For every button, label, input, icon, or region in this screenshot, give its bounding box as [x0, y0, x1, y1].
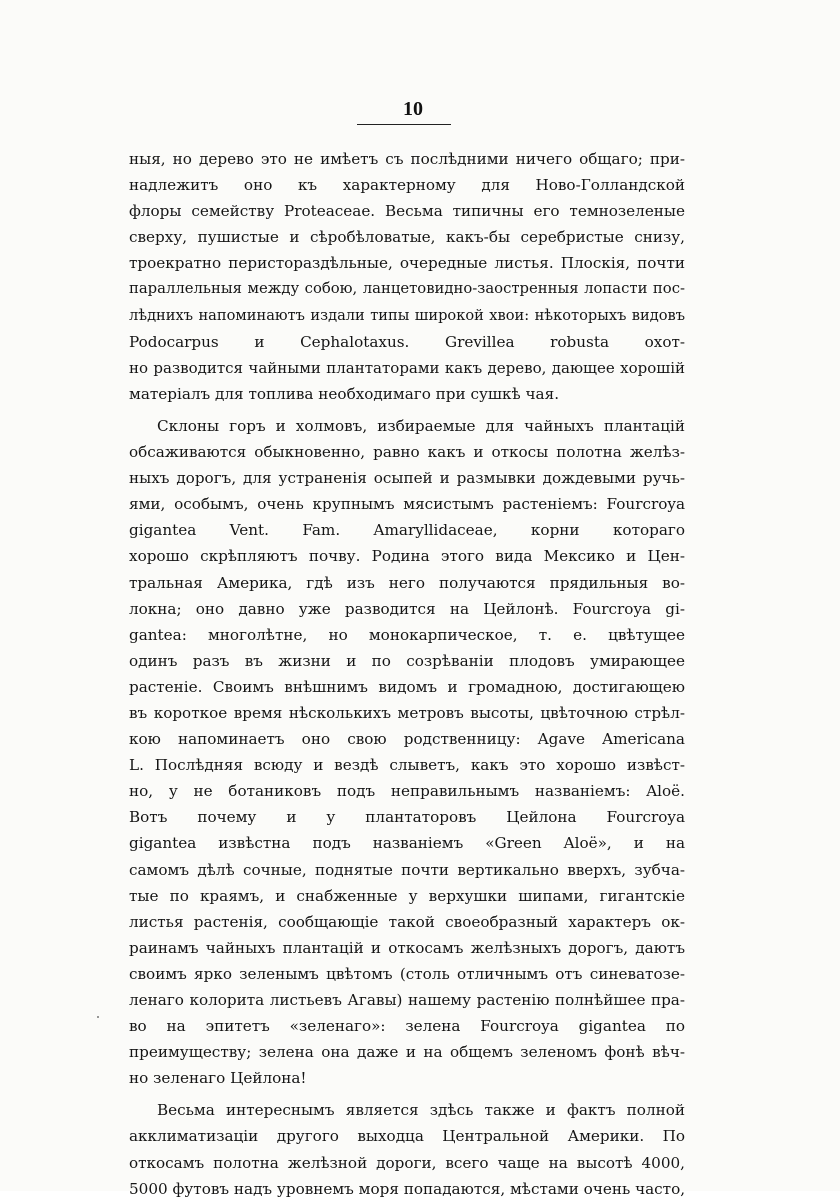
text-line: тральная Америка, гдѣ изъ него получаются прядильныя во- [129, 573, 685, 592]
text-line: надлежитъ оно къ характерному для Ново-Голландской [129, 176, 685, 195]
text-line: акклиматизаціи другого выходца Центральной Америки. По [129, 1127, 685, 1146]
text-line: своимъ ярко зеленымъ цвѣтомъ (столь отличнымъ отъ синеватозе- [129, 964, 685, 983]
text-line: сверху, пушистые и сѣробѣловатые, какъ-бы серебристые снизу, [129, 228, 685, 247]
text-line: троекратно перистораздѣльные, очередные листья. Плоскія, почти [129, 254, 685, 273]
page-number: 10 [403, 98, 423, 120]
text-line: но зеленаго Цейлона! [129, 1069, 307, 1088]
text-line: gigantea Vent. Fam. Amaryllidaceae, корни котораго [129, 521, 685, 540]
text-line: листья растенія, сообщающіе такой своеобразный характеръ ок- [129, 912, 685, 931]
text-line: лѣднихъ напоминаютъ издали типы широкой хвои: нѣкоторыхъ видовъ [129, 306, 685, 324]
text-line: но разводится чайными плантаторами какъ дерево, дающее хорошій [129, 358, 685, 377]
text-line: но, у не ботаниковъ подъ неправильнымъ названіемъ: Aloë. [129, 782, 685, 801]
text-line: Весьма интереснымъ является здѣсь также и фактъ полной [157, 1101, 685, 1120]
text-line: хорошо скрѣпляютъ почву. Родина этого вида Мексико и Цен- [129, 547, 685, 566]
paragraph-3 [129, 1097, 685, 1201]
body-text [129, 146, 685, 1202]
text-line: L. Послѣдняя всюду и вездѣ слыветъ, какъ это хорошо извѣст- [129, 756, 685, 775]
stray-ink-mark [97, 1016, 99, 1018]
text-line: преимуществу; зелена она даже и на общемъ зеленомъ фонѣ вѣч- [129, 1043, 685, 1062]
text-line: самомъ дѣлѣ сочные, поднятые почти вертикально вверхъ, зубча- [129, 860, 685, 879]
text-line: обсаживаются обыкновенно, равно какъ и откосы полотна желѣз- [129, 443, 685, 462]
text-line: матеріалъ для топлива необходимаго при сушкѣ чая. [129, 384, 560, 403]
text-line: Вотъ почему и у плантаторовъ Цейлона Fourcroya [129, 808, 685, 827]
text-line: gigantea извѣстна подъ названіемъ «Green Aloë», и на [129, 834, 685, 853]
text-line: ями, особымъ, очень крупнымъ мясистымъ растеніемъ: Fourcroya [129, 495, 685, 514]
text-line: флоры семейству Proteaceae. Весьма типичны его темнозеленые [129, 202, 685, 221]
text-line: во на эпитетъ «зеленаго»: зелена Fourcroya gigantea по [129, 1017, 685, 1036]
text-line: gantea: многолѣтне, но монокарпическое, т. е. цвѣтущее [129, 625, 685, 644]
text-line: откосамъ полотна желѣзной дороги, всего чаще на высотѣ 4000, [129, 1153, 685, 1172]
text-line: Склоны горъ и холмовъ, избираемые для чайныхъ плантацій [157, 416, 685, 435]
text-line: ленаго колорита листьевъ Агавы) нашему растенію полнѣйшее пра- [129, 991, 685, 1009]
text-line: одинъ разъ въ жизни и по созрѣваніи плодовъ умирающее [129, 651, 685, 670]
page-number-rule [357, 124, 451, 125]
text-line: параллельныя между собою, ланцетовидно-заостренныя лопасти пос- [129, 280, 685, 298]
text-line: въ короткое время нѣсколькихъ метровъ высоты, цвѣточною стрѣл- [129, 703, 685, 722]
text-line: ныхъ дорогъ, для устраненія осыпей и размывки дождевыми ручь- [129, 469, 685, 488]
text-line: растеніе. Своимъ внѣшнимъ видомъ и громадною, достигающею [129, 677, 685, 696]
text-line: тые по краямъ, и снабженные у верхушки шипами, гигантскіе [129, 886, 685, 905]
text-line: кою напоминаетъ оно свою родственницу: Agave Americana [129, 730, 685, 749]
text-line: Podocarpus и Cephalotaxus. Grevillea robusta охот- [129, 332, 685, 351]
text-line: раинамъ чайныхъ плантацій и откосамъ желѣзныхъ дорогъ, даютъ [129, 938, 685, 957]
paragraph-1 [129, 146, 685, 407]
text-line: локна; оно давно уже разводится на Цейлонѣ. Fourcroya gi- [129, 599, 685, 618]
paragraph-2 [129, 413, 685, 1091]
text-line: ныя, но дерево это не имѣетъ съ послѣдними ничего общаго; при- [129, 150, 685, 168]
text-line: 5000 футовъ надъ уровнемъ моря попадаются, мѣстами очень часто, [129, 1179, 686, 1198]
